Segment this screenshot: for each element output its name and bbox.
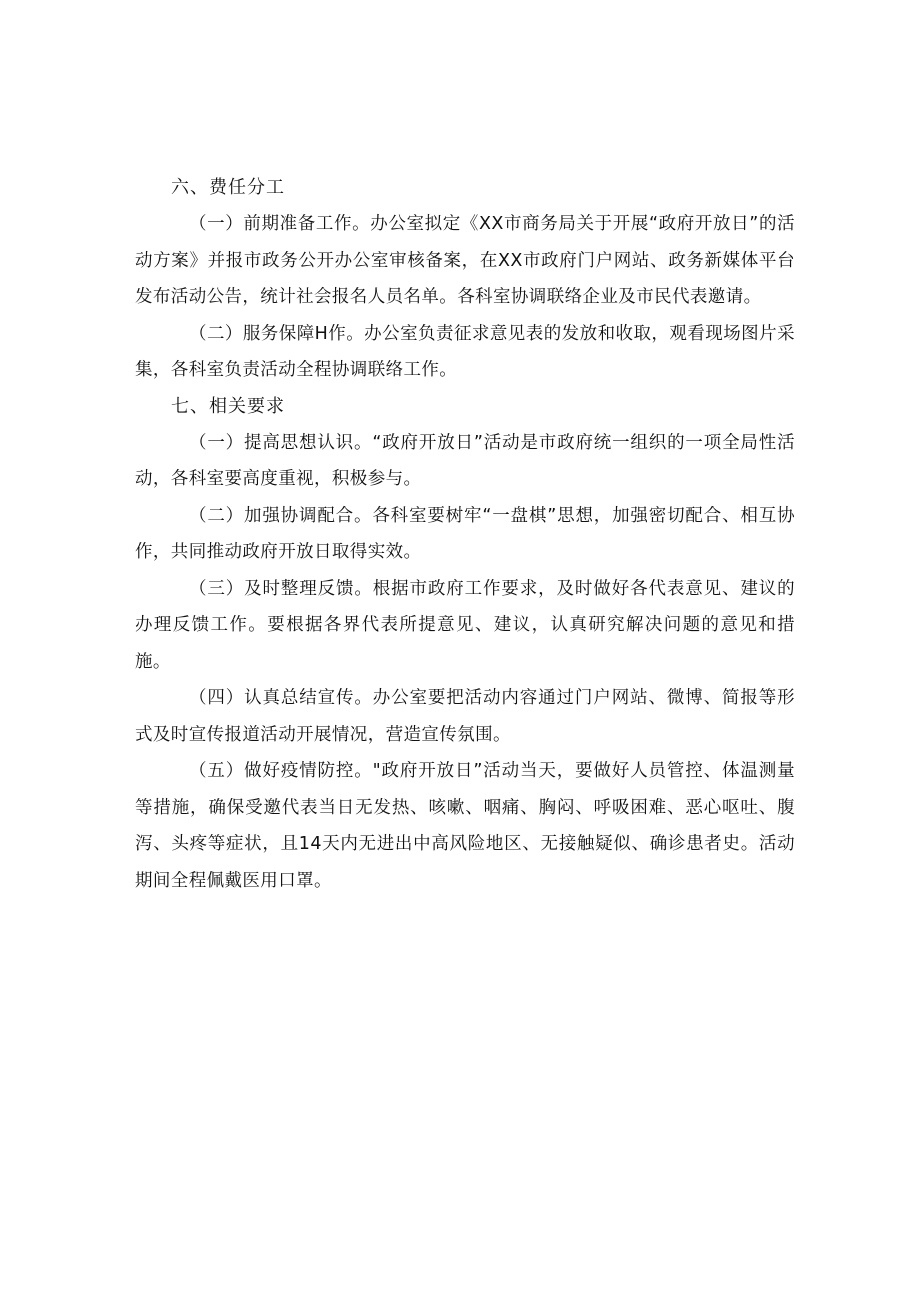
paragraph-feedback: （三）及时整理反馈。根据市政府工作要求，及时做好各代表意见、建议的办理反馈工作。要根据各界代表所提意见、建议，认真研究解决问题的意见和措施。 <box>135 578 795 672</box>
paragraph-awareness: （一）提高思想认识。“政府开放日”活动是市政府统一组织的一项全局性活动，各科室要高度重视，积极参与。 <box>135 432 795 489</box>
paragraph-publicity: （四）认真总结宣传。办公室要把活动内容通过门户网站、微博、简报等形式及时宣传报道活动开展情况，营造宣传氛围。 <box>135 688 795 745</box>
paragraph-coordination: （二）加强协调配合。各科室要树牢“一盘棋”思想，加强密切配合、相互协作，共同推动政府开放日取得实效。 <box>135 505 795 562</box>
section-heading-requirements: 七、相关要求 <box>171 395 285 417</box>
paragraph-preparation: （一）前期准备工作。办公室拟定《XX市商务局关于开展“政府开放日”的活动方案》并报市政务公开办公室审核备案，在XX市政府门户网站、政务新媒体平台发布活动公告，统计社会报名人员名单。各科室协调联络企业及市民代表邀请。 <box>135 214 795 307</box>
paragraph-service-support: （二）服务保障H作。办公室负责征求意见表的发放和收取，观看现场图片采集，各科室负责活动全程协调联络工作。 <box>135 323 795 380</box>
paragraph-epidemic-control: （五）做好疫情防控。"政府开放日”活动当天，要做好人员管控、体温测量等措施，确保受邀代表当日无发热、咳嗽、咽痛、胸闷、呼吸困难、恶心呕吐、腹泻、头疼等症状，且14天内无进出中高风险地区、无接触疑似、确诊患者史。活动期间全程佩戴医用口罩。 <box>135 761 795 891</box>
section-heading-responsibilities: 六、费任分工 <box>171 177 285 198</box>
document-body <box>135 170 795 899</box>
